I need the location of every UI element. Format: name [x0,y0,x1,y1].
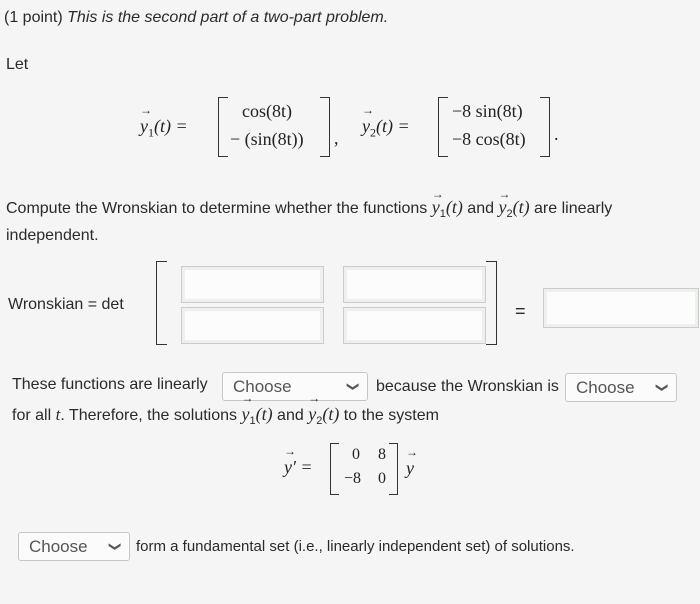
wronskian-prompt: Compute the Wronskian to determine whether the functions → $y_1(t)$ and → $y_2(t)$ are linearly independent. [6,197,666,246]
wronskian-choose-select[interactable]: Choose ❯ [565,373,677,402]
system-a22: 0 [378,470,386,487]
y2-entry-1: −8 sin(8t) [452,101,523,121]
y2-entry-2: −8 cos(8t) [452,129,526,149]
det-left-bracket [156,261,167,345]
wronskian-entry-11[interactable] [181,266,324,303]
y1-entry-2: − (sin(8t)) [230,129,304,149]
y2-label: → $y_2(t)$ = [362,116,410,141]
conclusion-text-2: because the Wronskian is [376,378,559,395]
system-left-bracket [330,443,339,495]
y1-entry-1: cos(8t) [242,101,292,121]
y1-label: → $y_1(t)$ = [140,116,188,141]
equals-sign: = [515,301,526,321]
chevron-down-icon: ❯ [655,382,670,393]
system-a11: 0 [352,446,360,463]
chevron-down-icon: ❯ [108,541,123,552]
wronskian-result[interactable] [543,288,699,328]
y2-left-bracket [438,97,448,157]
final-text: form a fundamental set (i.e., linearly independent set) of solutions. [136,538,575,555]
wronskian-entry-12[interactable] [343,266,486,303]
linearly-choose-select[interactable]: Choose ❯ [222,372,368,401]
points-label: (1 point) [4,9,63,26]
conclusion-text-1: These functions are linearly [12,376,208,393]
let-label: Let [6,56,29,73]
problem-header [4,9,388,27]
system-lhs: → y′ = [284,457,313,478]
system-a12: 8 [378,446,386,463]
chevron-down-icon: ❯ [346,381,361,392]
y1-right-bracket [320,97,330,157]
system-right-bracket [389,443,398,495]
fundamental-set-choose-select[interactable]: Choose ❯ [18,532,130,561]
wronskian-entry-21[interactable] [181,307,324,344]
conclusion-line-2: for all t. Therefore, the solutions → $y_1(t)$ and → $y_2(t)$ to the system [12,404,439,427]
y1-left-bracket [218,97,228,157]
system-rhs: → y [406,458,414,479]
wronskian-label: Wronskian = det [8,296,124,313]
wronskian-entry-22[interactable] [343,307,486,344]
det-right-bracket [486,261,497,345]
y2-right-bracket [540,97,550,157]
problem-intro: This is the second part of a two-part problem. [67,9,389,26]
system-a21: −8 [344,470,362,487]
definition-separator: , [334,128,339,148]
definition-end: . [554,124,559,144]
